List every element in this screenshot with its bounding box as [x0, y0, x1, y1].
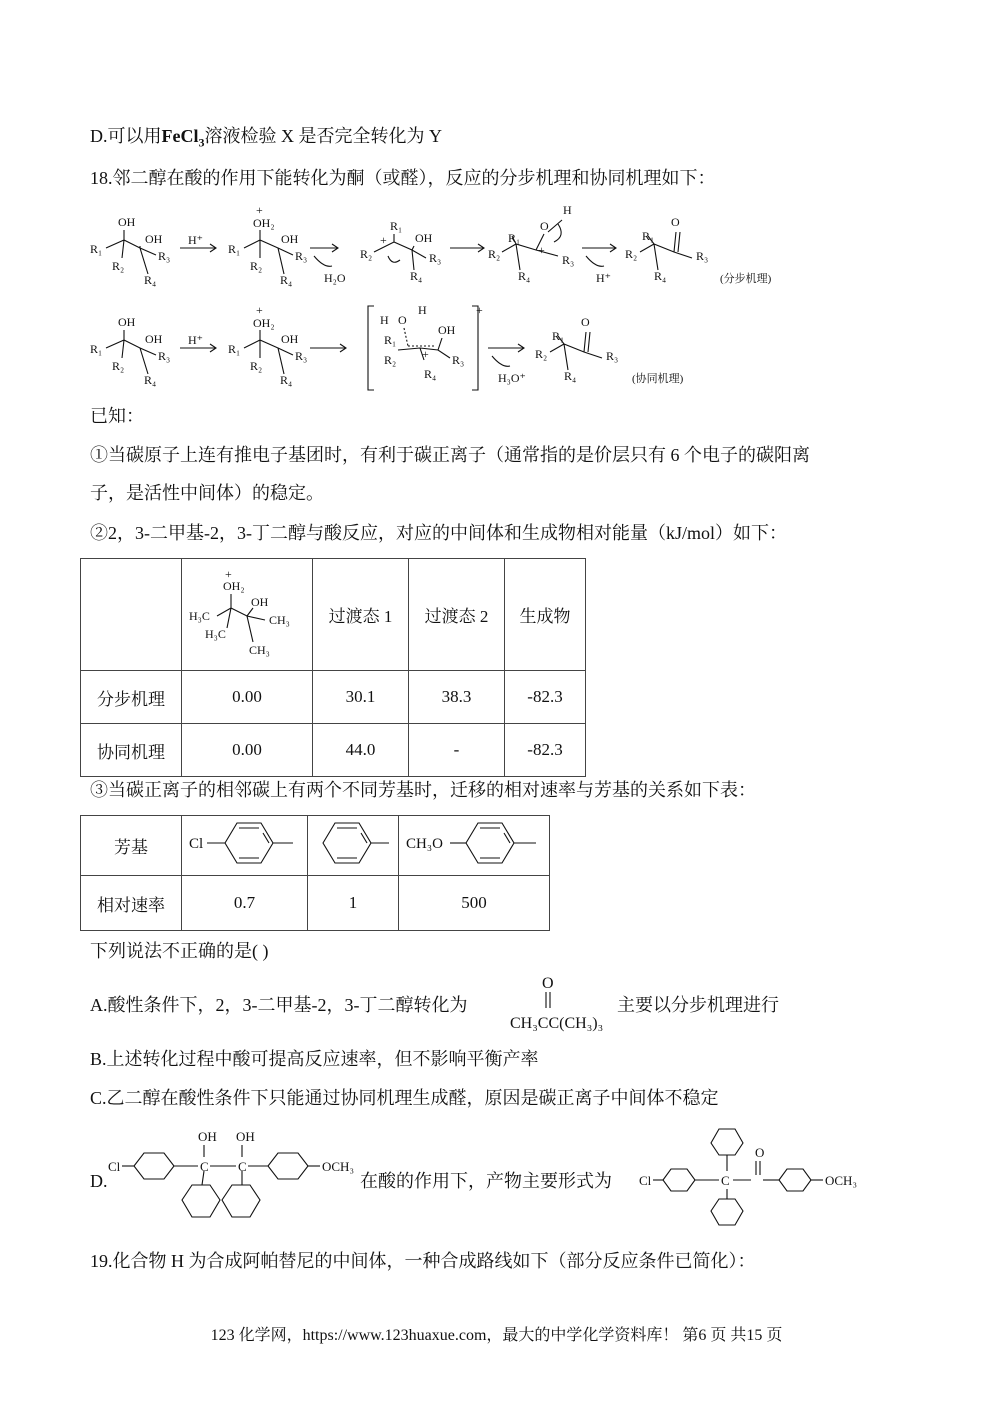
r1-label: R₁	[90, 242, 103, 256]
question-prompt: 下列说法不正确的是( )	[90, 941, 269, 961]
r1-label: R₁	[90, 342, 103, 356]
o-label: O	[581, 315, 590, 329]
o-label: O	[755, 1145, 765, 1160]
r2-label: R₂	[112, 259, 125, 273]
r1-label: R₁	[228, 342, 241, 356]
table-cell: -82.3	[505, 671, 586, 724]
chlorophenyl-structure	[187, 818, 302, 868]
oh2-label: OH₂	[223, 579, 245, 593]
question-18-stem: 18.邻二醇在酸的作用下能转化为酮（或醛），反应的分步机理和协同机理如下：	[90, 168, 716, 188]
known-heading: 已知：	[90, 406, 144, 426]
r1-label: R₁	[552, 329, 565, 343]
r4-label: R₄	[564, 369, 577, 383]
ch3-label: CH₃	[269, 613, 290, 627]
r3-label: R₃	[429, 251, 442, 265]
option-c: C.乙二醇在酸性条件下只能通过协同机理生成醛，原因是碳正离子中间体不稳定	[90, 1088, 719, 1108]
r2-label: R₂	[625, 247, 638, 261]
table-row	[81, 559, 586, 671]
energy-table	[80, 558, 586, 777]
r2-label: R₂	[250, 259, 263, 273]
och3-label: OCH₃	[825, 1173, 857, 1188]
h-plus-label: H⁺	[596, 271, 611, 285]
intermediate-structure-cell	[182, 559, 313, 671]
oh-label: OH	[236, 1129, 255, 1144]
header-cell: 过渡态 2	[409, 559, 505, 671]
r2-label: R₂	[535, 347, 548, 361]
r4-label: R₄	[424, 367, 437, 381]
c-label: C	[200, 1159, 209, 1174]
r4-label: R₄	[144, 273, 157, 287]
ch3o-label: CH₃O	[406, 836, 443, 852]
r2-label: R₂	[384, 353, 397, 367]
h-label: H	[563, 203, 572, 217]
stepwise-mechanism-diagram	[88, 200, 808, 295]
table-cell: 30.1	[313, 671, 409, 724]
r2-label: R₂	[360, 247, 373, 261]
cl-label: Cl	[189, 836, 204, 852]
reagent-formula: FeCl	[161, 126, 199, 146]
oh-label: OH	[145, 232, 163, 246]
o-label: O	[540, 219, 549, 233]
row-label: 相对速率	[81, 876, 182, 931]
r3-label: R₃	[158, 349, 171, 363]
plus-sign: +	[256, 303, 263, 317]
option-a-pre: A.酸性条件下，2，3-二甲基-2，3-丁二醇转化为	[90, 995, 468, 1015]
oh-label: OH	[251, 595, 269, 609]
r3-label: R₃	[295, 249, 308, 263]
cl-label: Cl	[639, 1173, 652, 1188]
plus-sign: +	[380, 233, 387, 247]
table-cell: -	[409, 724, 505, 777]
r3-label: R₃	[452, 353, 465, 367]
r2-label: R₂	[112, 359, 125, 373]
o-label: O	[542, 975, 554, 992]
o-label: O	[671, 215, 680, 229]
known-item-3: ③当碳正离子的相邻碳上有两个不同芳基时，迁移的相对速率与芳基的关系如下表：	[90, 780, 756, 800]
table-row	[81, 724, 586, 777]
table-cell: 38.3	[409, 671, 505, 724]
h2o-label: H₂O	[324, 271, 346, 285]
rate-table	[80, 815, 550, 931]
reagent-subscript: 3	[198, 135, 205, 150]
concerted-mechanism-diagram	[88, 300, 808, 395]
table-cell: 1	[308, 876, 399, 931]
r4-label: R₄	[144, 373, 157, 387]
table-cell: 0.00	[182, 671, 313, 724]
r4-label: R₄	[654, 269, 667, 283]
table-cell: 44.0	[313, 724, 409, 777]
header-cell: 芳基	[81, 816, 182, 876]
plus-sign: +	[422, 347, 429, 361]
table-row	[81, 816, 550, 876]
oh-label: OH	[415, 231, 433, 245]
table-cell	[81, 559, 182, 671]
ch3-label: CH₃	[249, 643, 270, 657]
r3-label: R₃	[606, 349, 619, 363]
option-b: B.上述转化过程中酸可提高反应速率，但不影响平衡产率	[90, 1049, 539, 1069]
r4-label: R₄	[518, 269, 531, 283]
h-label: H	[418, 303, 427, 317]
h-plus-label: H⁺	[188, 333, 203, 347]
aryl-cell-chlorophenyl	[182, 816, 308, 876]
c-label: C	[721, 1173, 730, 1188]
oh-label: OH	[281, 332, 299, 346]
plus-sign: +	[476, 303, 483, 317]
r1-label: R₁	[642, 229, 655, 243]
aryl-cell-methoxyphenyl	[399, 816, 550, 876]
option-d-q17	[90, 123, 442, 156]
stepwise-label: (分步机理)	[720, 273, 772, 285]
ketone-formula: CH₃CC(CH₃)₃	[510, 1015, 604, 1032]
concerted-label: (协同机理)	[632, 373, 684, 385]
row-label: 分步机理	[81, 671, 182, 724]
r2-label: R₂	[250, 359, 263, 373]
option-d-label: D.	[90, 1171, 108, 1191]
r1-label: R₁	[384, 333, 397, 347]
c-label: C	[238, 1159, 247, 1174]
plus-sign: +	[256, 203, 263, 217]
phenyl-structure	[313, 818, 393, 868]
option-a-structure	[508, 972, 618, 1032]
h3c-label: H₃C	[205, 627, 226, 641]
h3o-label: H₃O⁺	[498, 371, 526, 385]
methoxyphenyl-structure	[404, 818, 544, 868]
h-plus-label: H⁺	[188, 233, 203, 247]
option-a-post: 主要以分步机理进行	[617, 995, 779, 1015]
r4-label: R₄	[410, 269, 423, 283]
option-d-product-structure	[637, 1125, 867, 1230]
r1-label: R₁	[390, 219, 403, 233]
known-item-2: ②2，3-二甲基-2，3-丁二醇与酸反应，对应的中间体和生成物相对能量（kJ/mol）如下：	[90, 523, 787, 543]
oh2-label: OH₂	[253, 316, 275, 330]
oh-label: OH	[281, 232, 299, 246]
oh-label: OH	[118, 215, 136, 229]
row-label: 协同机理	[81, 724, 182, 777]
r4-label: R₄	[280, 273, 293, 287]
plus-sign: +	[225, 567, 232, 581]
header-cell: 过渡态 1	[313, 559, 409, 671]
table-cell: 0.00	[182, 724, 313, 777]
option-d-prefix: D.可以用	[90, 126, 162, 146]
cl-label: Cl	[108, 1159, 121, 1174]
h-label: H	[380, 313, 389, 327]
r3-label: R₃	[295, 349, 308, 363]
och3-label: OCH₃	[322, 1159, 354, 1174]
table-cell: -82.3	[505, 724, 586, 777]
table-row	[81, 671, 586, 724]
r3-label: R₃	[158, 249, 171, 263]
option-d-mid: 在酸的作用下，产物主要形式为	[360, 1171, 612, 1191]
r1-label: R₁	[508, 231, 521, 245]
table-cell: 500	[399, 876, 550, 931]
known-item-1b: 子，是活性中间体）的稳定。	[90, 483, 324, 503]
table-row	[81, 876, 550, 931]
h3c-label: H₃C	[189, 609, 210, 623]
oh-label: OH	[438, 323, 456, 337]
r4-label: R₄	[280, 373, 293, 387]
r3-label: R₃	[696, 249, 709, 263]
known-item-1a: ①当碳原子上连有推电子基团时，有利于碳正离子（通常指的是价层只有 6 个电子的碳阳离	[90, 445, 810, 465]
oh2-label: OH₂	[253, 216, 275, 230]
o-label: O	[398, 313, 407, 327]
table-cell: 0.7	[182, 876, 308, 931]
plus-sign: +	[538, 243, 545, 257]
r2-label: R₂	[488, 247, 501, 261]
aryl-cell-phenyl	[308, 816, 399, 876]
r1-label: R₁	[228, 242, 241, 256]
r3-label: R₃	[562, 253, 575, 267]
page-footer: 123 化学网，https://www.123huaxue.com，最大的中学化学资料库！ 第6 页 共15 页	[210, 1327, 783, 1344]
protonated-diol-structure	[187, 562, 307, 662]
oh-label: OH	[198, 1129, 217, 1144]
option-d-suffix: 溶液检验 X 是否完全转化为 Y	[204, 126, 442, 146]
question-19-stem: 19.化合物 H 为合成阿帕替尼的中间体，一种合成路线如下（部分反应条件已简化）：	[90, 1251, 756, 1271]
oh-label: OH	[118, 315, 136, 329]
oh-label: OH	[145, 332, 163, 346]
header-cell: 生成物	[505, 559, 586, 671]
option-d-reactant-structure	[106, 1125, 361, 1230]
